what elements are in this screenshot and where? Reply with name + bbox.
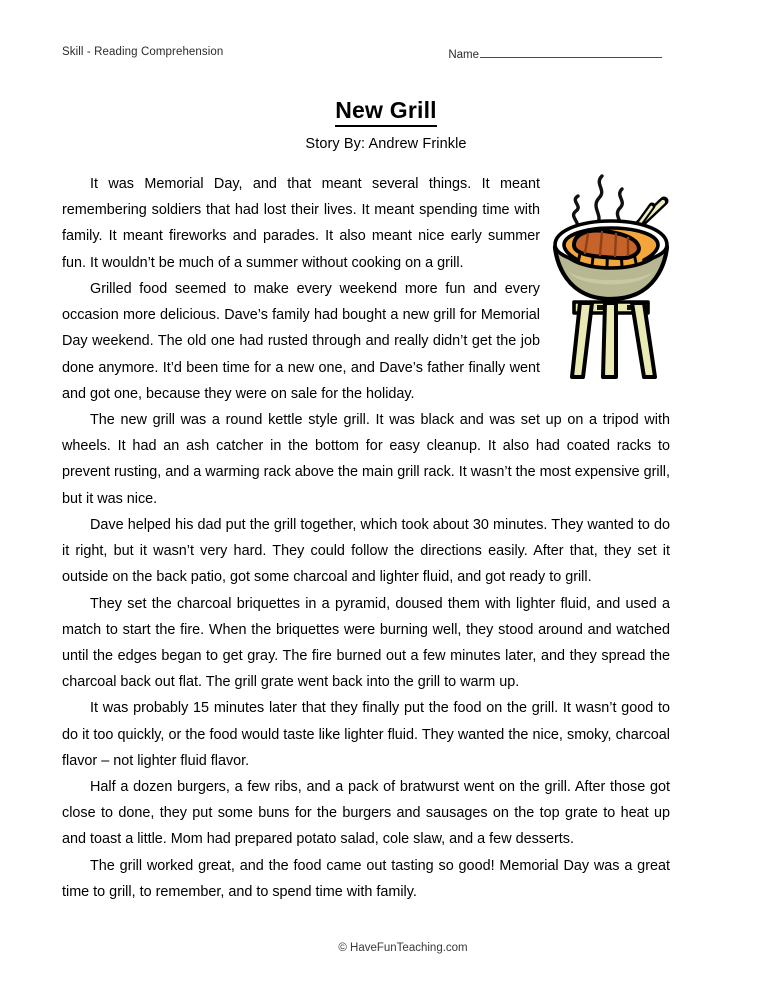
story-paragraph: The grill worked great, and the food came out tasting so good! Memorial Day was a great time to grill, to remember, and to spend time with family. (62, 857, 670, 900)
skill-label: Skill - Reading Comprehension (62, 46, 224, 58)
title-block (0, 98, 772, 152)
barbecue-grill-illustration (552, 171, 670, 379)
story-paragraph: The new grill was a round kettle style grill. It was black and was set up on a tripod with wheels. It had an ash catcher in the bottom for easy cleanup. It also had coated racks to prevent rusting, and a warming rack above the main grill rack. It wasn’t the most expensive grill, but it was nice. (62, 411, 670, 507)
story-paragraph: Dave helped his dad put the grill together, which took about 30 minutes. They wanted to do it right, but it wasn’t very hard. They could follow the directions easily. After that, they set it outside on the back patio, got some charcoal and lighter fluid, and got ready to grill. (62, 516, 670, 586)
name-label: Name (448, 49, 479, 61)
story-body (62, 171, 670, 905)
story-byline: Story By: Andrew Frinkle (305, 135, 467, 152)
story-paragraph: It was Memorial Day, and that meant several things. It meant remembering soldiers that had lost their lives. It meant spending time with family. It meant fireworks and parades. It also meant nice early summer fun. It wouldn’t be much of a summer without cooking on a grill. (62, 176, 540, 271)
story-paragraph: They set the charcoal briquettes in a pyramid, doused them with lighter fluid, and used a match to start the fire. When the briquettes were burning well, they stood around and watched until the edges began to get gray. The fire burned out a few minutes later, and they spread the charcoal back out flat. The grill grate went back into the grill to warm up. (62, 595, 670, 691)
name-field-group (448, 46, 662, 61)
page-header (62, 46, 710, 66)
story-paragraph: Half a dozen burgers, a few ribs, and a pack of bratwurst went on the grill. After those got close to done, they put some buns for the burgers and sausages on the top grate to heat up and toast a little. Mom had prepared potato salad, cole slaw, and a few desserts. (62, 779, 670, 848)
page-title: New Grill (335, 98, 437, 127)
story-paragraph: It was probably 15 minutes later that they finally put the food on the grill. It wasn’t good to do it too quickly, or the food would taste like lighter fluid. They wanted the nice, smoky, charcoal flavor – not lighter fluid flavor. (62, 700, 670, 769)
page-footer (0, 938, 772, 956)
story-paragraph: Grilled food seemed to make every weekend more fun and every occasion more delicious. Dave’s family had bought a new grill for Memorial Day weekend. The old one had rusted through and really didn’t get the job done anymore. It’d been time for a new one, and Dave’s father finally went and got one, because they were on sale for the holiday. (62, 280, 540, 402)
name-write-in-line[interactable] (480, 46, 662, 58)
copyright-credit: © HaveFunTeaching.com (338, 942, 468, 954)
